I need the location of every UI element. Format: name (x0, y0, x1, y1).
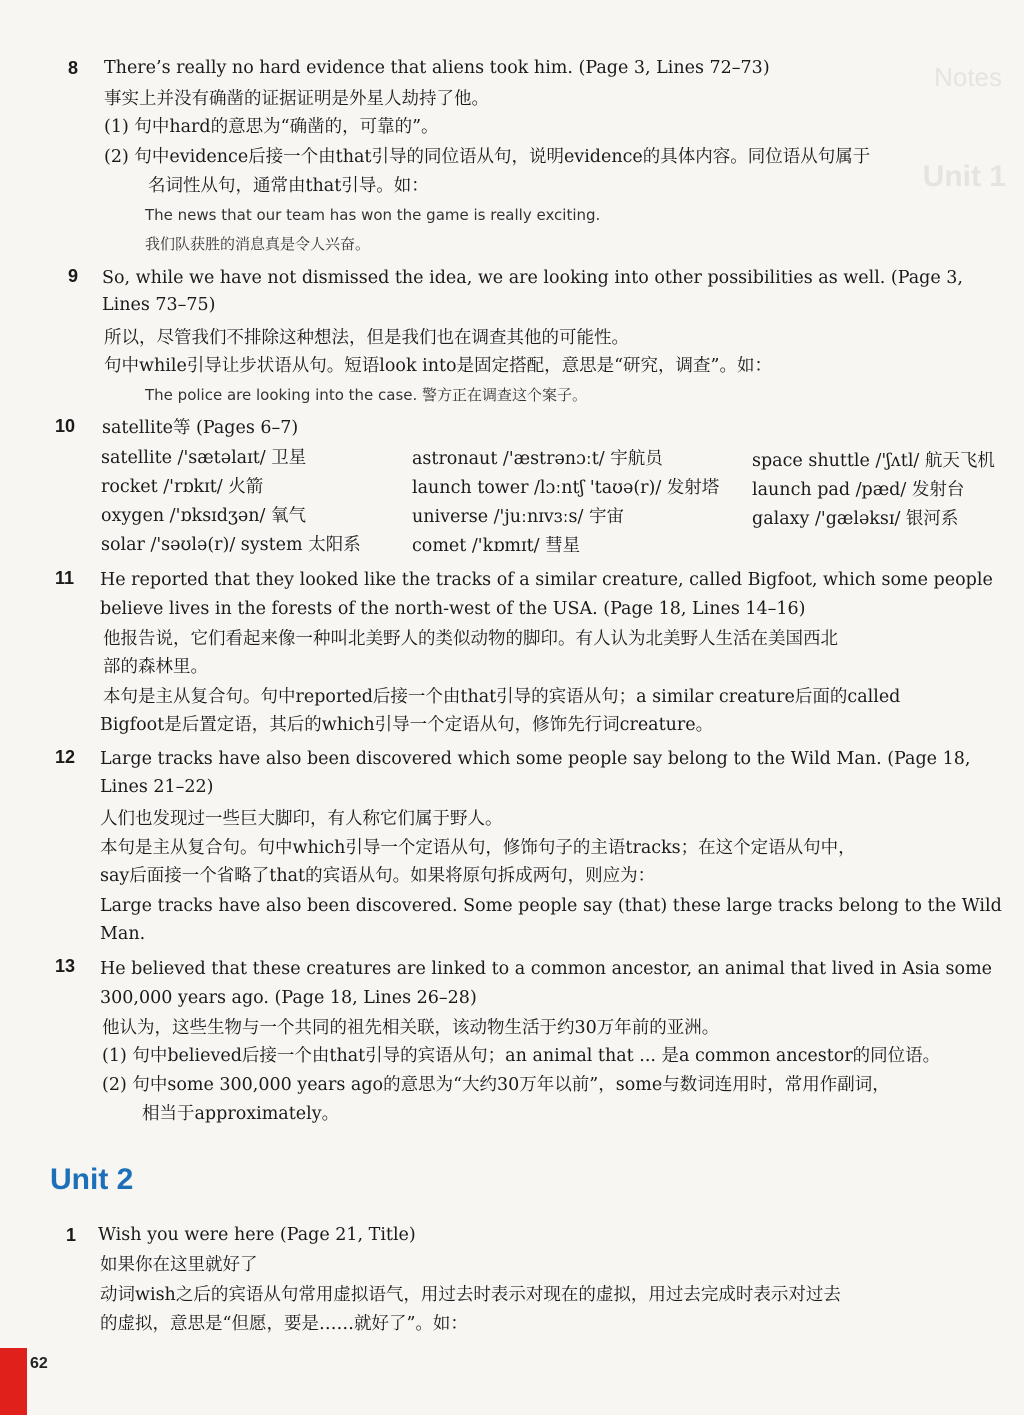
unit-2-item-1-chinese: 如果你在这里就好了 (100, 1255, 258, 1275)
item-number: 11 (55, 568, 75, 588)
item-8-example-chinese: 我们队获胜的消息真是令人兴奋。 (145, 235, 371, 253)
vocab-entry: comet /'kɒmɪt/ 彗星 (412, 536, 581, 556)
item-number: 1 (66, 1225, 77, 1245)
vocab-entry: galaxy /'gæləksɪ/ 银河系 (752, 509, 959, 529)
item-11-note: 本句是主从复合句。句中reported后接一个由that引导的宾语从句；a similar creature后面的called (103, 687, 901, 707)
vocab-entry: astronaut /'æstrənɔːt/ 宇航员 (412, 449, 663, 469)
item-12-english-cont: Lines 21–22) (100, 777, 214, 797)
item-13-chinese: 他认为，这些生物与一个共同的祖先相关联，该动物生活于约30万年前的亚洲。 (102, 1018, 720, 1038)
vocab-entry: satellite /'sætəlaɪt/ 卫星 (101, 448, 307, 468)
item-13-note-2-cont: 相当于approximately。 (142, 1104, 340, 1124)
item-13-note-2: (2) 句中some 300,000 years ago的意思为“大约30万年以前”，some与数词连用时，常用作副词， (102, 1075, 890, 1095)
item-8-chinese: 事实上并没有确凿的证据证明是外星人劫持了他。 (104, 89, 489, 109)
item-10-heading: satellite等 (Pages 6–7) (102, 418, 299, 438)
item-12-english: Large tracks have also been discovered which some people say belong to the Wild Man. (Page 18, (100, 749, 971, 769)
item-number: 9 (68, 266, 79, 286)
item-11-chinese: 他报告说，它们看起来像一种叫北美野人的类似动物的脚印。有人认为北美野人生活在美国西北 (103, 629, 838, 649)
item-number: 10 (55, 416, 76, 436)
item-8-note-2-cont: 名词性从句，通常由that引导。如： (148, 176, 429, 196)
item-number: 12 (55, 747, 76, 767)
item-8-note-1: (1) 句中hard的意思为“确凿的，可靠的”。 (104, 117, 439, 137)
item-number: 13 (55, 956, 76, 976)
unit-2-item-1-note: 动词wish之后的宾语从句常用虚拟语气，用过去时表示对现在的虚拟，用过去完成时表示对过去 (100, 1285, 841, 1305)
vocab-entry: launch tower /lɔːntʃ 'taʊə(r)/ 发射塔 (412, 478, 720, 498)
item-11-chinese-cont: 部的森林里。 (103, 657, 208, 677)
item-12-note-cont: say后面接一个省略了that的宾语从句。如果将原句拆成两句，则应为： (100, 866, 656, 886)
bleed-through-unit-heading: Unit 1 (922, 160, 1006, 193)
item-12-split-sentence-cont: Man. (100, 924, 146, 944)
item-12-split-sentence: Large tracks have also been discovered. Some people say (that) these large tracks belong to the Wild (100, 896, 1002, 916)
item-13-note-1: (1) 句中believed后接一个由that引导的宾语从句；an animal that ... 是a common ancestor的同位语。 (102, 1046, 941, 1066)
unit-2-item-1-note-cont: 的虚拟，意思是“但愿，要是……就好了”。如： (100, 1314, 468, 1334)
unit-2-item-1-english: Wish you were here (Page 21, Title) (98, 1225, 416, 1245)
vocab-entry: space shuttle /'ʃʌtl/ 航天飞机 (752, 451, 995, 471)
page-tab-marker (0, 1348, 27, 1415)
vocab-entry: universe /'juːnɪvɜːs/ 宇宙 (412, 507, 624, 527)
bleed-through-notes-heading: Notes (934, 62, 1002, 92)
item-13-english-cont: 300,000 years ago. (Page 18, Lines 26–28) (100, 988, 477, 1008)
item-11-note-cont: Bigfoot是后置定语，其后的which引导一个定语从句，修饰先行词creature。 (100, 715, 714, 735)
item-9-note: 句中while引导让步状语从句。短语look into是固定搭配，意思是“研究，调查”。如： (104, 356, 772, 376)
vocab-entry: launch pad /pæd/ 发射台 (752, 480, 965, 500)
vocab-entry: rocket /'rɒkɪt/ 火箭 (101, 477, 264, 497)
page-number: 62 (30, 1355, 48, 1372)
item-12-note: 本句是主从复合句。句中which引导一个定语从句，修饰句子的主语tracks；在这个定语从句中， (100, 838, 856, 858)
item-12-chinese: 人们也发现过一些巨大脚印，有人称它们属于野人。 (100, 809, 503, 829)
item-9-chinese: 所以，尽管我们不排除这种想法，但是我们也在调查其他的可能性。 (104, 328, 629, 348)
item-11-english-cont: believe lives in the forests of the north-west of the USA. (Page 18, Lines 14–16) (100, 599, 806, 619)
item-9-english-cont: Lines 73–75) (102, 295, 216, 315)
item-number: 8 (68, 58, 79, 78)
item-11-english: He reported that they looked like the tracks of a similar creature, called Bigfoot, which some people (100, 570, 993, 590)
item-8-example-english: The news that our team has won the game is really exciting. (145, 206, 601, 224)
unit-2-heading: Unit 2 (50, 1163, 134, 1196)
vocab-entry: oxygen /'ɒksɪdʒən/ 氧气 (101, 506, 306, 526)
vocab-entry: solar /'səʊlə(r)/ system 太阳系 (101, 535, 361, 555)
item-9-english: So, while we have not dismissed the idea, we are looking into other possibilities as well. (Page 3, (102, 268, 963, 288)
item-13-english: He believed that these creatures are linked to a common ancestor, an animal that lived in Asia some (100, 959, 993, 979)
item-8-note-2: (2) 句中evidence后接一个由that引导的同位语从句，说明evidence的具体内容。同位语从句属于 (104, 147, 871, 167)
item-8-english: There’s really no hard evidence that aliens took him. (Page 3, Lines 72–73) (104, 58, 770, 78)
item-9-example: The police are looking into the case. 警方正在调查这个案子。 (145, 386, 588, 404)
